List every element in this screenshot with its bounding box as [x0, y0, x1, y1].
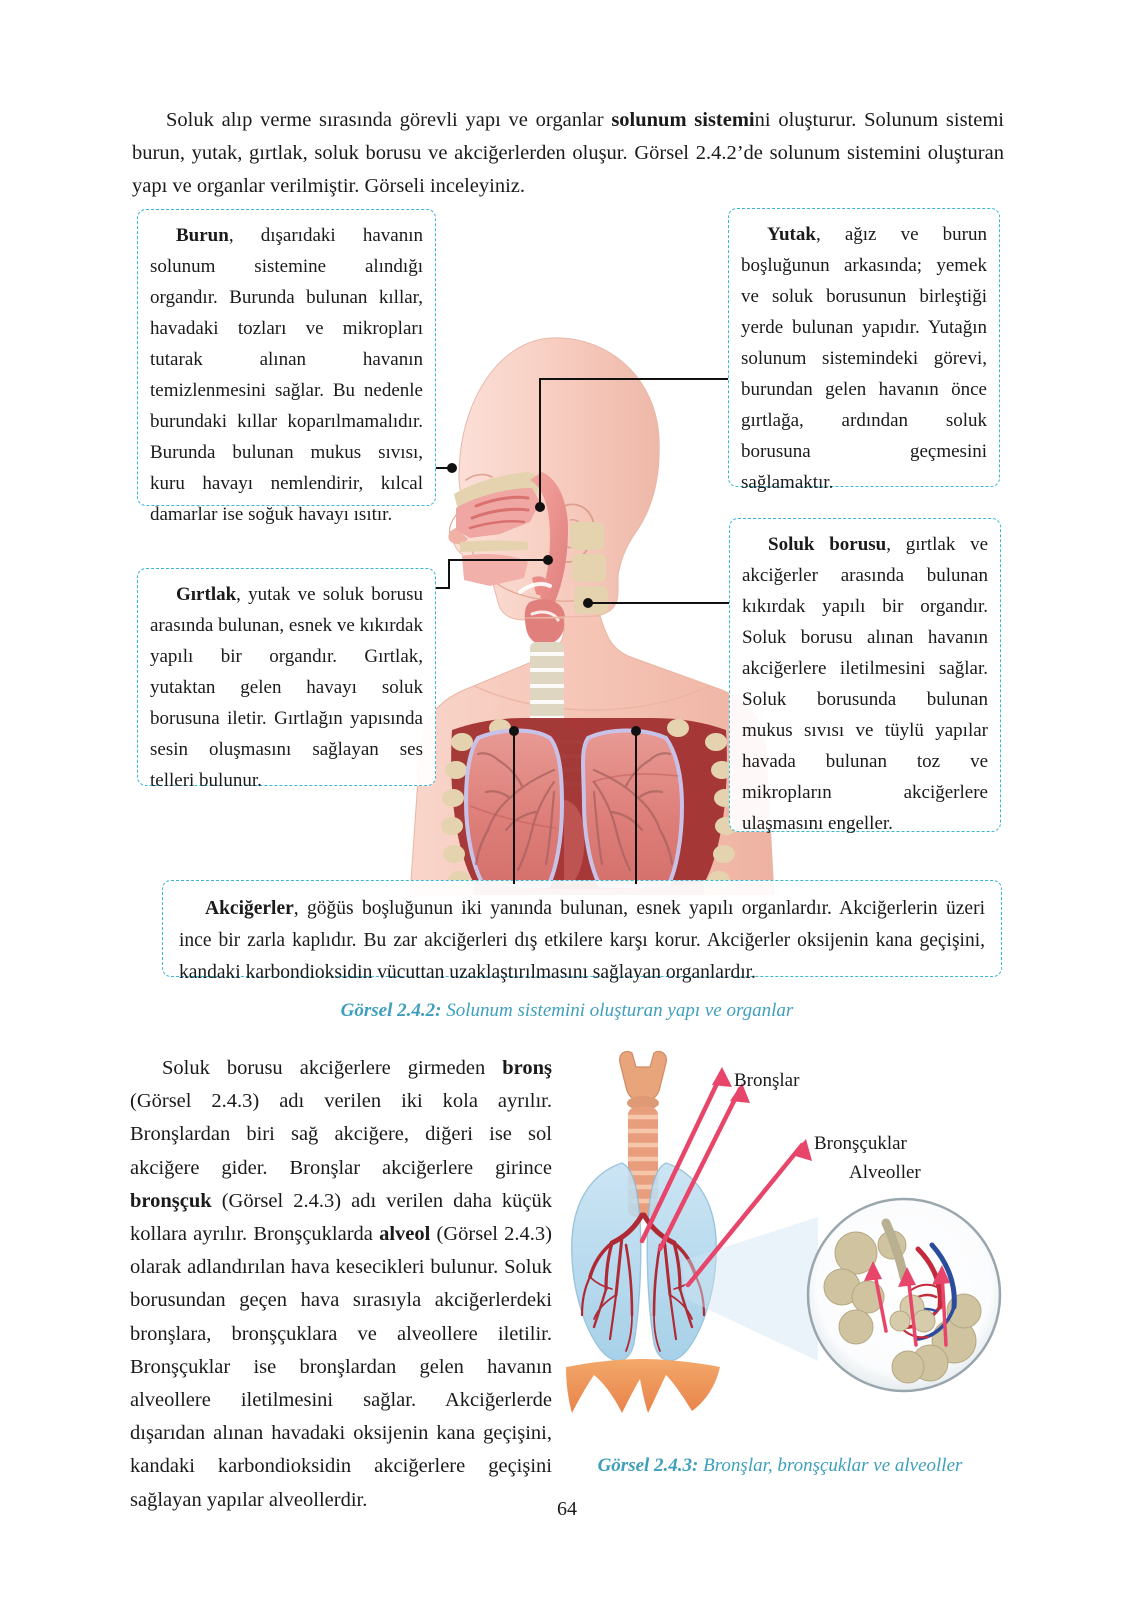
cervical-vertebrae [570, 522, 608, 614]
larynx-top [620, 1051, 667, 1110]
body-part-2: (Görsel 2.4.3) adı verilen iki kola ayrılır. Bronşlardan biri sağ akciğere, diğeri ise sol akciğere gider. Bronşlar akciğerlere girince [130, 1090, 552, 1179]
body-paragraph [130, 1052, 552, 1517]
body-bold-alveol: alveol [379, 1223, 431, 1246]
figure-242-caption-text: Solunum sistemini oluşturan yapı ve organlar [441, 1000, 794, 1021]
figure-243-caption [520, 1455, 1040, 1477]
callout-akcigerler-term: Akciğerler [205, 898, 294, 919]
callout-yutak-term: Yutak [767, 224, 816, 245]
figure-242-caption [0, 1000, 1134, 1022]
label-bronscuklar: Bronşçuklar [814, 1133, 907, 1154]
figure-243-caption-text: Bronşlar, bronşçuklar ve alveoller [698, 1455, 963, 1476]
callout-yutak [728, 208, 1000, 493]
callout-soluk-borusu-term: Soluk borusu [768, 534, 887, 555]
callout-soluk-borusu [729, 518, 1001, 832]
diaphragm-243 [566, 1359, 720, 1413]
callout-akcigerler-text: , göğüs boşluğunun iki yanında bulunan, esnek yapılı organlardır. Akciğerlerin üzeri ince bir zarla kaplıdır. Bu zar akciğerleri dış etkilere karşı korur. Akciğerler oksijenin kana geçişini, kandaki karbondioksidin vücuttan uzaklaştırılmasını sağlayan organlardır. [179, 898, 985, 983]
respiratory-system-illustration [404, 330, 784, 895]
figure-243-caption-label: Görsel 2.4.3: [597, 1455, 699, 1476]
label-alveoller: Alveoller [849, 1162, 921, 1183]
body-part-3: (Görsel 2.4.3) adı verilen daha küçük kollara ayrılır. Bronşçuklarda [130, 1189, 552, 1246]
callout-girtlak-term: Gırtlak [176, 584, 237, 605]
alveoli-detail-circle [808, 1199, 1000, 1391]
label-bronslar: Bronşlar [734, 1070, 800, 1091]
callout-girtlak-text: , yutak ve soluk borusu arasında bulunan, esnek ve kıkırdak yapılı bir organdır. Gırtlak, yutaktan gelen havayı soluk borusuna iletir. Gırtlağın yapısında sesin oluşmasını sağlayan ses telleri bulunur. [150, 584, 423, 791]
bronchi-illustration [556, 1045, 1016, 1445]
callout-burun-term: Burun [176, 225, 229, 246]
callout-burun [137, 209, 436, 525]
callout-yutak-text: , ağız ve burun boşluğunun arkasında; yemek ve soluk borusunun birleştiği yerde bulunan yapıdır. Yutağın solunum sistemindeki görevi, burundan gelen havanın önce gırtlağa, ardından soluk borusuna geçmesini sağlamaktır. [741, 224, 987, 493]
lungs-anterior [441, 718, 737, 895]
callout-soluk-borusu-text: , gırtlak ve akciğerler arasında bulunan kıkırdak yapılı bir organdır. Soluk borusu alınan havanın akciğerlere iletilmesini sağlar. Soluk borusunda bulunan mukus sıvısı ve tüylü yapılar havada bulunan toz ve mikropların akciğerlere ulaşmasını engeller. [742, 534, 988, 834]
callout-girtlak [137, 568, 436, 791]
body-part-1: Soluk borusu akciğerlere girmeden [162, 1057, 503, 1079]
page-number: 64 [557, 1498, 577, 1520]
callout-burun-text: , dışarıdaki havanın solunum sistemine alındığı organdır. Burunda bulunan kıllar, havadaki tozları ve mikropları tutarak alınan havanın temizlenmesini sağlar. Bu nedenle burundaki kıllar koparılmamalıdır. Burunda bulunan mukus sıvısı, kuru havayı nemlendirir, kılcal damarlar ise soğuk havayı ısıtır. [150, 225, 423, 525]
intro-text-after: ni oluşturur. Solunum sistemi burun, yutak, gırtlak, soluk borusu ve akciğerlerden oluşur. Görsel 2.4.2’de solunum sistemini oluşturan yapı ve organlar verilmiştir. Görseli inceleyiniz. [132, 109, 1004, 197]
body-part-4: (Görsel 2.4.3) olarak adlandırılan hava kesecikleri bulunur. Soluk borusundan geçen hava sırasıyla akciğerlerdeki bronşlara, bronşçuklara ve alveollere iletilir. Bronşçuklar ise bronşlardan gelen havanın alveollere iletilmesini sağlar. Akciğerlerde dışarıdan alınan havadaki oksijenin kana geçişini, kandaki karbondioksidin akciğerlere geçişini sağlayan yapılar alveollerdir. [130, 1223, 553, 1511]
intro-bold-term: solunum sistemi [611, 109, 755, 131]
callout-akcigerler [162, 880, 1002, 983]
body-bold-brons: bronş [502, 1057, 552, 1079]
figure-242-caption-label: Görsel 2.4.2: [340, 1000, 442, 1021]
intro-text-before: Soluk alıp verme sırasında görevli yapı ve organlar [166, 109, 612, 131]
intro-paragraph [132, 104, 1004, 203]
body-bold-bronscuk: bronşçuk [130, 1189, 212, 1212]
